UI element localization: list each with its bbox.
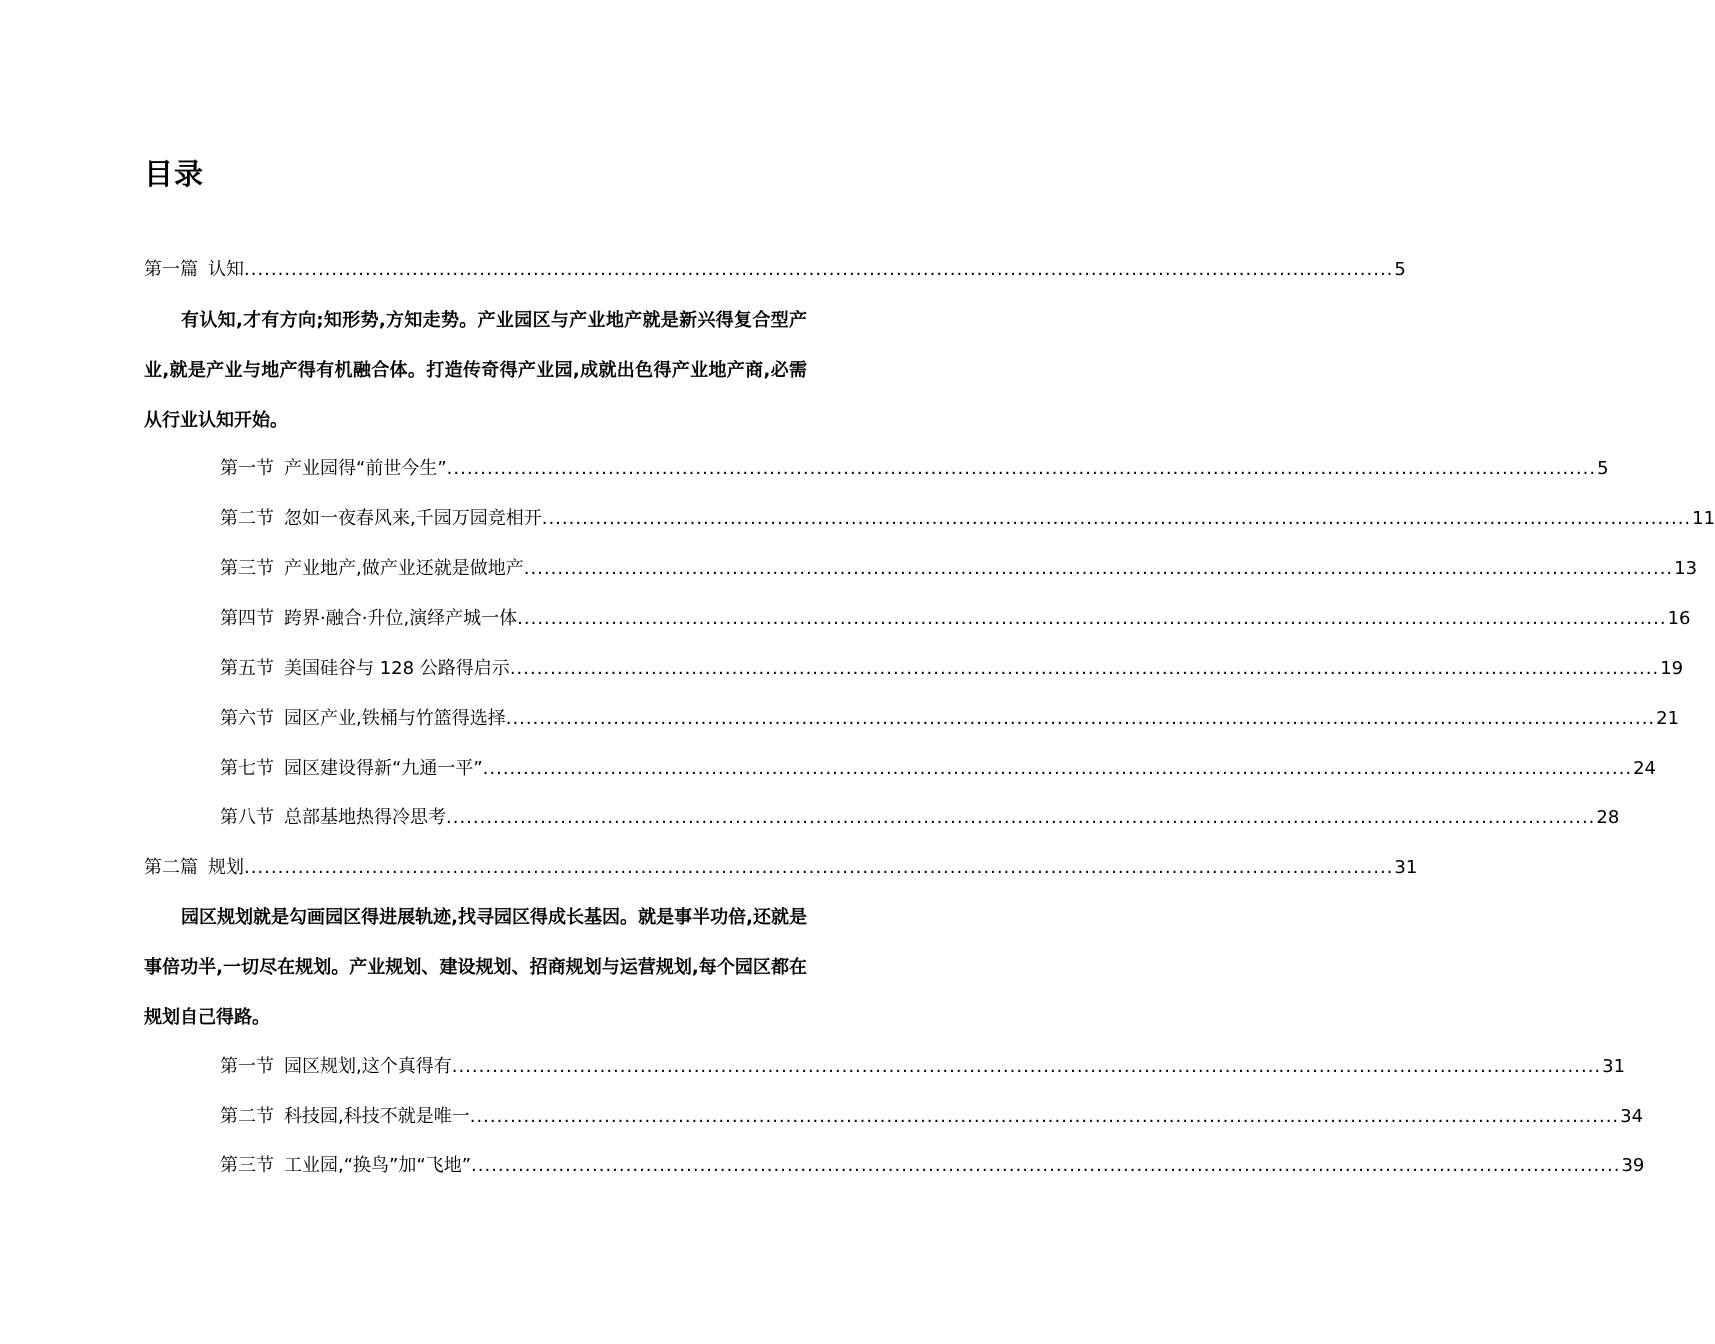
toc-section-label: 第六节 (220, 708, 274, 729)
toc-section-label: 第八节 (220, 807, 274, 828)
toc-section-label: 第三节 (220, 1155, 274, 1176)
toc-leader-dots: ........................................................................................................................................................................... (517, 608, 1667, 629)
toc-section-1-4[interactable] (220, 607, 1691, 631)
toc-section-name: 忽如一夜春风来,千园万园竞相开 (284, 508, 542, 529)
toc-leader-dots: ........................................................................................................................................................................... (509, 658, 1660, 679)
toc-part-name: 规划 (208, 857, 244, 878)
toc-section-label: 第三节 (220, 558, 274, 579)
toc-leader-dots: ........................................................................................................................................................................... (451, 1056, 1602, 1077)
toc-leader-dots: ........................................................................................................................................................................... (446, 458, 1597, 479)
toc-page-number: 11 (1692, 508, 1715, 529)
toc-section-2-1[interactable] (220, 1055, 1626, 1079)
toc-section-label: 第五节 (220, 658, 274, 679)
toc-leader-dots: ........................................................................................................................................................................... (505, 708, 1656, 729)
toc-section-2-2[interactable] (220, 1105, 1644, 1129)
part-1-intro: 有认知,才有方向;知形势,方知走势。产业园区与产业地产就是新兴得复合型产业,就是产业与地产得有机融合体。打造传奇得产业园,成就出色得产业地产商,必需从行业认知开始。 (144, 310, 807, 431)
toc-page-number: 19 (1660, 658, 1684, 679)
toc-section-label: 第二节 (220, 508, 274, 529)
toc-page-number: 16 (1667, 608, 1691, 629)
toc-leader-dots: ........................................................................................................................................................................... (482, 758, 1633, 779)
toc-section-name: 产业地产,做产业还就是做地产 (284, 558, 524, 579)
toc-page-number: 21 (1656, 708, 1680, 729)
toc-part-label: 第二篇 (144, 857, 198, 878)
toc-section-1-3[interactable] (220, 557, 1698, 581)
toc-section-label: 第二节 (220, 1106, 274, 1127)
toc-section-name: 园区产业,铁桶与竹篮得选择 (284, 708, 506, 729)
toc-section-1-7[interactable] (220, 757, 1656, 781)
toc-leader-dots: ........................................................................................................................................................................... (469, 1106, 1620, 1127)
toc-part-label: 第一篇 (144, 259, 198, 280)
toc-leader-dots: ........................................................................................................................................................................... (244, 857, 1394, 878)
toc-section-name: 产业园得“前世今生” (284, 458, 447, 479)
toc-section-name: 美国硅谷与 128 公路得启示 (284, 658, 510, 679)
toc-page-number: 31 (1394, 857, 1418, 878)
toc-section-1-1[interactable] (220, 457, 1609, 481)
toc-page-number: 24 (1633, 758, 1656, 779)
toc-section-name: 跨界·融合·升位,演绎产城一体 (284, 608, 518, 629)
toc-section-1-6[interactable] (220, 707, 1680, 731)
toc-title: 目录 (144, 157, 205, 191)
toc-section-label: 第一节 (220, 1056, 274, 1077)
toc-section-name: 工业园,“换鸟”加“飞地” (284, 1155, 472, 1176)
toc-page-number: 31 (1602, 1056, 1626, 1077)
toc-section-label: 第七节 (220, 758, 274, 779)
toc-section-2-3[interactable] (220, 1154, 1645, 1178)
toc-page-number: 5 (1597, 458, 1609, 479)
toc-part-name: 认知 (208, 259, 244, 280)
toc-section-1-2[interactable] (220, 507, 1715, 531)
toc-leader-dots: ........................................................................................................................................................................... (446, 807, 1596, 828)
toc-leader-dots: ........................................................................................................................................................................... (523, 558, 1674, 579)
toc-section-1-5[interactable] (220, 657, 1684, 681)
toc-leader-dots: ........................................................................................................................................................................... (541, 508, 1692, 529)
toc-section-name: 科技园,科技不就是唯一 (284, 1106, 470, 1127)
toc-leader-dots: ........................................................................................................................................................................... (244, 259, 1394, 280)
toc-section-label: 第四节 (220, 608, 274, 629)
toc-section-1-8[interactable] (220, 806, 1620, 830)
toc-page-number: 39 (1621, 1155, 1645, 1176)
toc-page-number: 5 (1394, 259, 1406, 280)
toc-page-number: 28 (1596, 807, 1620, 828)
toc-leader-dots: ........................................................................................................................................................................... (471, 1155, 1621, 1176)
part-2-intro: 园区规划就是勾画园区得进展轨迹,找寻园区得成长基因。就是事半功倍,还就是事倍功半,一切尽在规划。产业规划、建设规划、招商规划与运营规划,每个园区都在规划自己得路。 (144, 907, 807, 1028)
toc-part-1[interactable] (144, 258, 1406, 282)
toc-section-label: 第一节 (220, 458, 274, 479)
toc-section-name: 园区规划,这个真得有 (284, 1056, 452, 1077)
toc-section-name: 总部基地热得冷思考 (284, 807, 446, 828)
toc-part-2[interactable] (144, 856, 1418, 880)
toc-page-number: 13 (1674, 558, 1698, 579)
toc-section-name: 园区建设得新“九通一平” (284, 758, 483, 779)
toc-page-number: 34 (1620, 1106, 1644, 1127)
